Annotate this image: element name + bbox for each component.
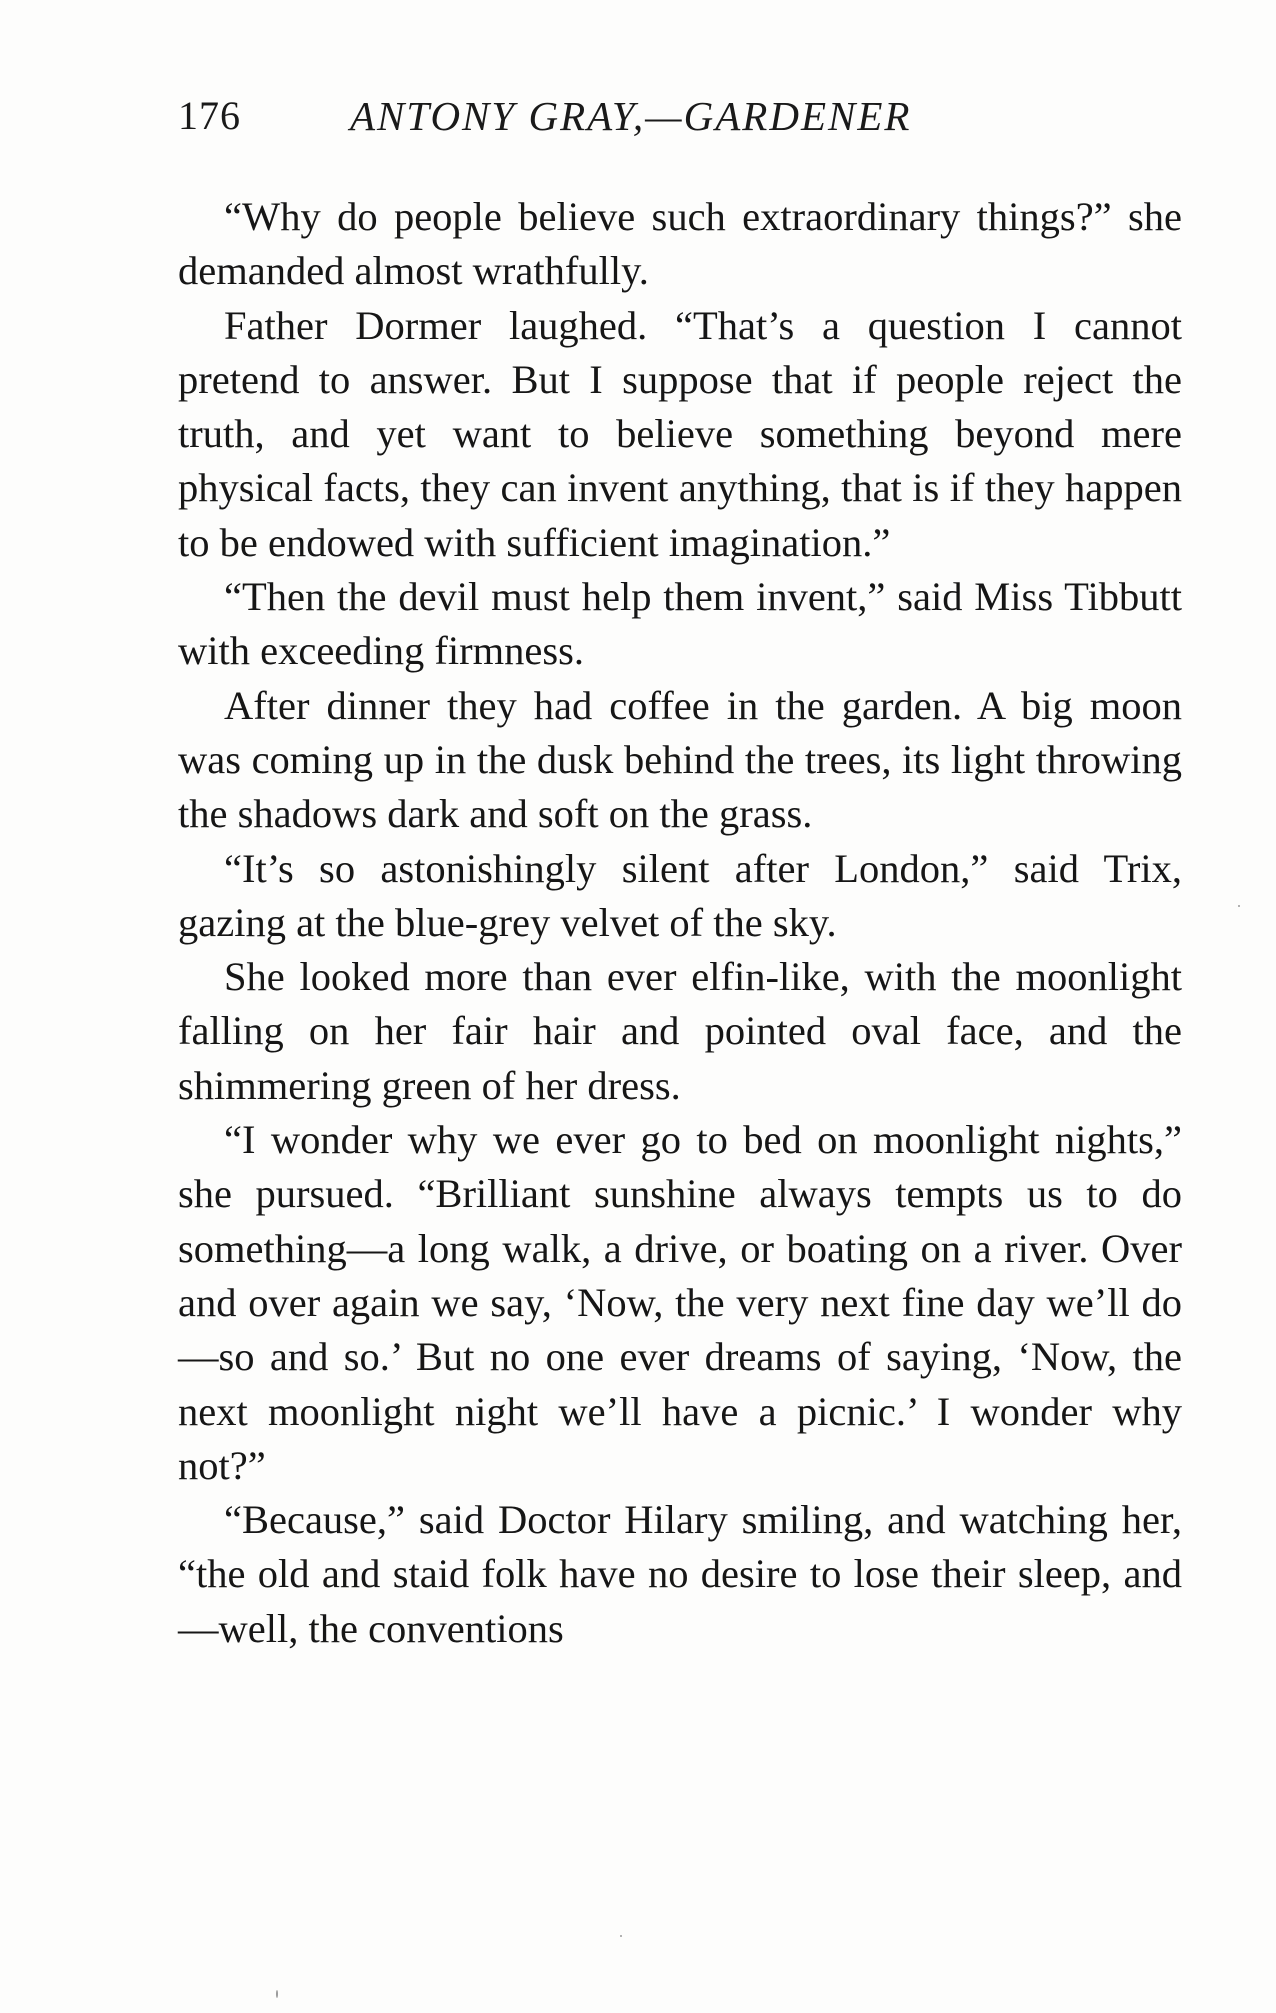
paper-speck: [1238, 905, 1240, 907]
body-text: [178, 190, 1182, 1656]
paragraph-4: After dinner they had coffee in the garden. A big moon was coming up in the dusk behind the trees, its light throwing the shadows dark and soft on the grass.: [178, 682, 1182, 837]
page-header: [178, 92, 1178, 152]
paragraph-1: “Why do people believe such extraordinary things?” she demanded almost wrathfully.: [178, 194, 1182, 294]
page-number: 176: [178, 93, 241, 138]
running-head: ANTONY GRAY,—GARDENER: [350, 93, 912, 139]
paragraph-5: “It’s so astonishingly silent after London,” said Trix, gazing at the blue-grey velvet of the sky.: [178, 845, 1182, 945]
paragraph-6: She looked more than ever elfin-like, with the moonlight falling on her fair hair and pointed oval face, and the shimmering green of her dress.: [178, 954, 1182, 1108]
paragraph-2: Father Dormer laughed. “That’s a question I cannot pretend to answer. But I suppose that if people reject the truth, and yet want to believe something beyond mere physical facts, they can invent anything, that is if they happen to be endowed with sufficient imagination.”: [178, 302, 1182, 565]
paragraph-3: “Then the devil must help them invent,” said Miss Tibbutt with exceeding firmness.: [178, 574, 1182, 674]
paper-speck: [276, 1990, 278, 1998]
paper-speck: [620, 1935, 622, 1937]
paragraph-7: “I wonder why we ever go to bed on moonlight nights,” she pursued. “Brilliant sunshine always tempts us to do something—a long walk, a drive, or boating on a river. Over and over again we say, ‘Now, the very next fine day we’ll do—so and so.’ But no one ever dreams of saying, ‘Now, the next moonlight night we’ll have a picnic.’ I wonder why not?”: [178, 1117, 1182, 1488]
paragraph-8: “Because,” said Doctor Hilary smiling, and watching her, “the old and staid folk have no desire to lose their sleep, and—well, the conventions: [178, 1497, 1182, 1651]
